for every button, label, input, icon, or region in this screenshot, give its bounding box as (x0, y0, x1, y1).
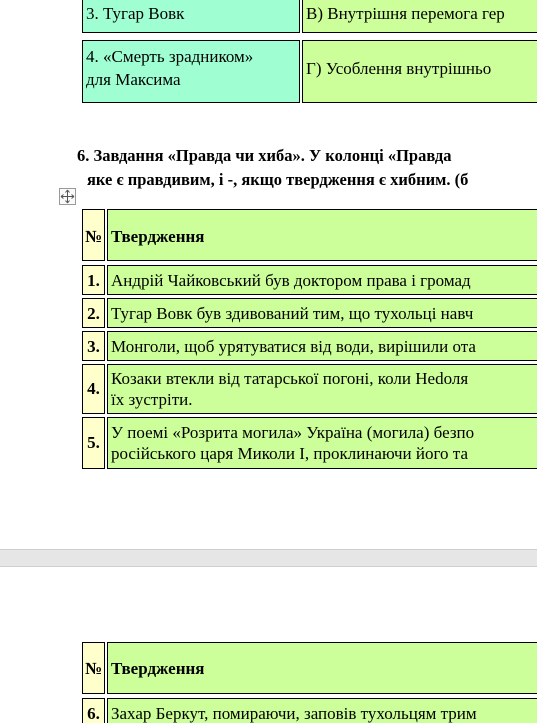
tf-statement-line: Козаки втекли від татарської погоні, коли Неdоля (111, 369, 469, 388)
tf-row-statement: Андрій Чайковський був доктором права і громад (107, 265, 537, 295)
task6-heading-line2: яке є правдивим, і -, якщо твердження є хибним. (б (87, 170, 469, 189)
tf-row-num: 5. (82, 417, 105, 469)
tf-row-statement: Тугар Вовк був здивований тим, що тухольці навч (107, 298, 537, 328)
match-left-cell-3 (82, 0, 300, 33)
table-move-handle-icon[interactable] (59, 188, 76, 205)
tf-header-statement: Твердження (107, 209, 537, 261)
match-right-text: В) Внутрішня перемога гер (306, 4, 505, 23)
match-left-text: 3. Тугар Вовк (86, 4, 185, 23)
tf-row-statement (107, 364, 537, 414)
p2-row-statement: Захар Беркут, помираючи, заповів тухольцям трим (107, 698, 537, 723)
p2-header-num: № (82, 642, 105, 694)
tf-statement-line: У поемі «Розрита могила» Україна (могила) безпо (111, 423, 475, 442)
task6-heading-line1: 6. Завдання «Правда чи хиба». У колонці «Правда (77, 146, 452, 165)
p2-row-num: 6. (82, 698, 105, 723)
tf-row-statement: Монголи, щоб урятуватися від води, вирішили ота (107, 331, 537, 361)
tf-header-num: № (82, 209, 105, 261)
match-left-cell-4 (82, 40, 300, 103)
tf-row-num: 4. (82, 364, 105, 414)
tf-row-statement (107, 417, 537, 469)
tf-row-num: 3. (82, 331, 105, 361)
match-right-text: Г) Усоблення внутрішньо (306, 59, 492, 78)
tf-statement-line: їх зустріти. (111, 390, 193, 409)
match-left-text: для Максима (86, 70, 181, 89)
match-left-text: 4. «Смерть зрадником» (86, 47, 254, 66)
match-right-cell-g (302, 40, 537, 103)
p2-header-statement: Твердження (107, 642, 537, 694)
match-right-cell-v (302, 0, 537, 33)
page-break-gap (0, 549, 537, 567)
tf-row-num: 1. (82, 265, 105, 295)
document-page-2 (0, 567, 537, 723)
tf-statement-line: російського царя Миколи І, проклинаючи його та (111, 444, 468, 463)
tf-row-num: 2. (82, 298, 105, 328)
